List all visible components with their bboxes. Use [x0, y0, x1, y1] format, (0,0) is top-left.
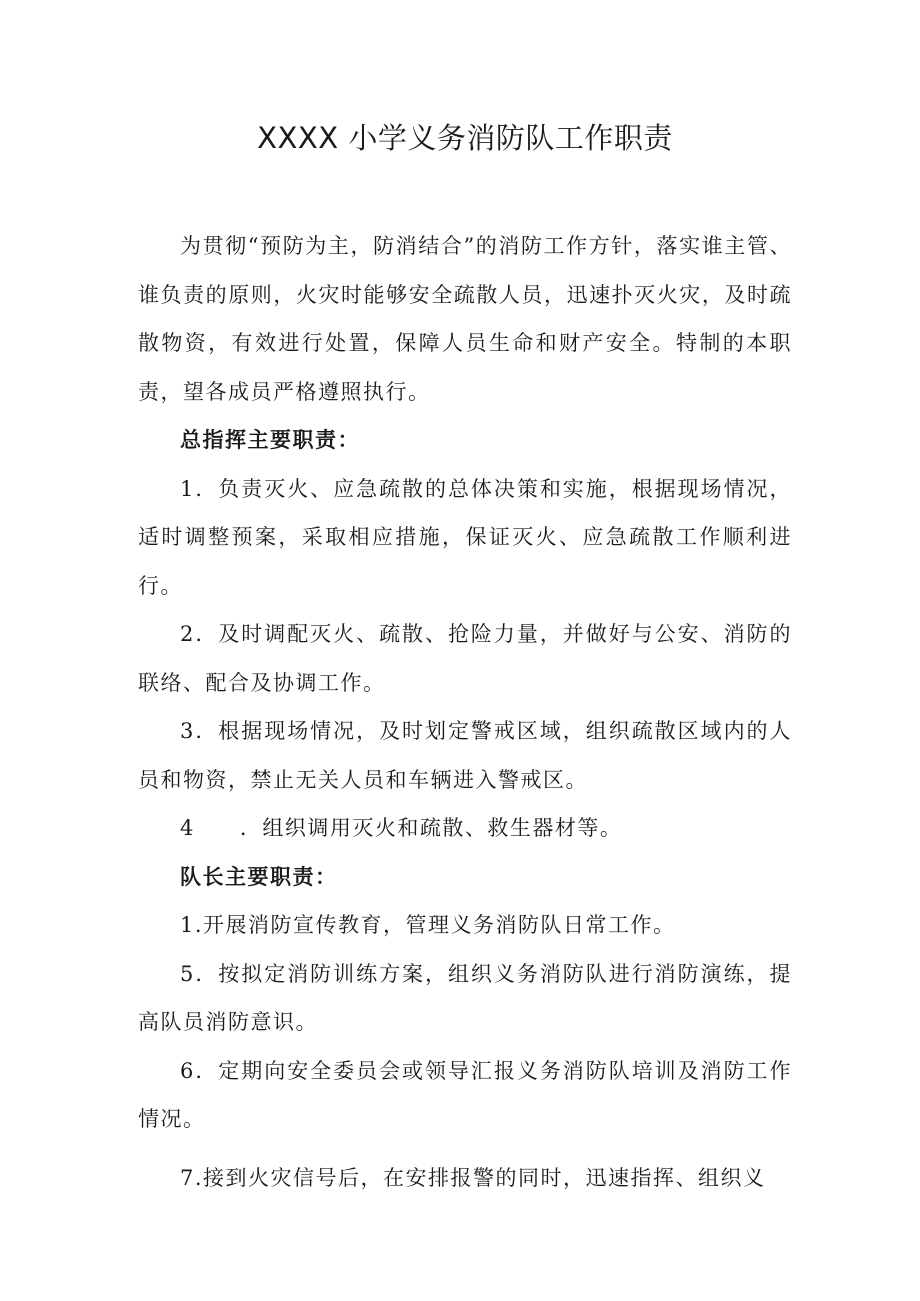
intro-paragraph: 为贯彻“预防为主，防消结合”的消防工作方针，落实谁主管、谁负责的原则，火灾时能够安全疏散人员，迅速扑灭火灾，及时疏散物资，有效进行处置，保障人员生命和财产安全。特制的本职责，望各成员严格遵照执行。 — [138, 234, 792, 404]
list-item: 4 ．组织调用灭火和疏散、救生器材等。 — [180, 816, 623, 840]
section-heading-commander: 总指挥主要职责： — [180, 428, 360, 452]
document-body — [138, 222, 792, 1202]
page-title: XXXX 小学义务消防队工作职责 — [257, 121, 673, 155]
list-item: 6．定期向安全委员会或领导汇报义务消防队培训及消防工作情况。 — [138, 1058, 792, 1131]
list-item: 3．根据现场情况，及时划定警戒区域，组织疏散区域内的人员和物资，禁止无关人员和车辆进入警戒区。 — [138, 719, 792, 792]
section-heading-captain: 队长主要职责： — [180, 864, 338, 889]
list-item: 2．及时调配灭火、疏散、抢险力量，并做好与公安、消防的联络、配合及协调工作。 — [138, 622, 792, 695]
list-item: 1.开展消防宣传教育，管理义务消防队日常工作。 — [180, 913, 676, 937]
list-item: 5．按拟定消防训练方案，组织义务消防队进行消防演练，提高队员消防意识。 — [138, 961, 792, 1034]
list-item: 1．负责灭火、应急疏散的总体决策和实施，根据现场情况，适时调整预案，采取相应措施，保证灭火、应急疏散工作顺利进行。 — [138, 476, 792, 598]
list-item: 7.接到火灾信号后，在安排报警的同时，迅速指挥、组织义 — [180, 1165, 766, 1190]
